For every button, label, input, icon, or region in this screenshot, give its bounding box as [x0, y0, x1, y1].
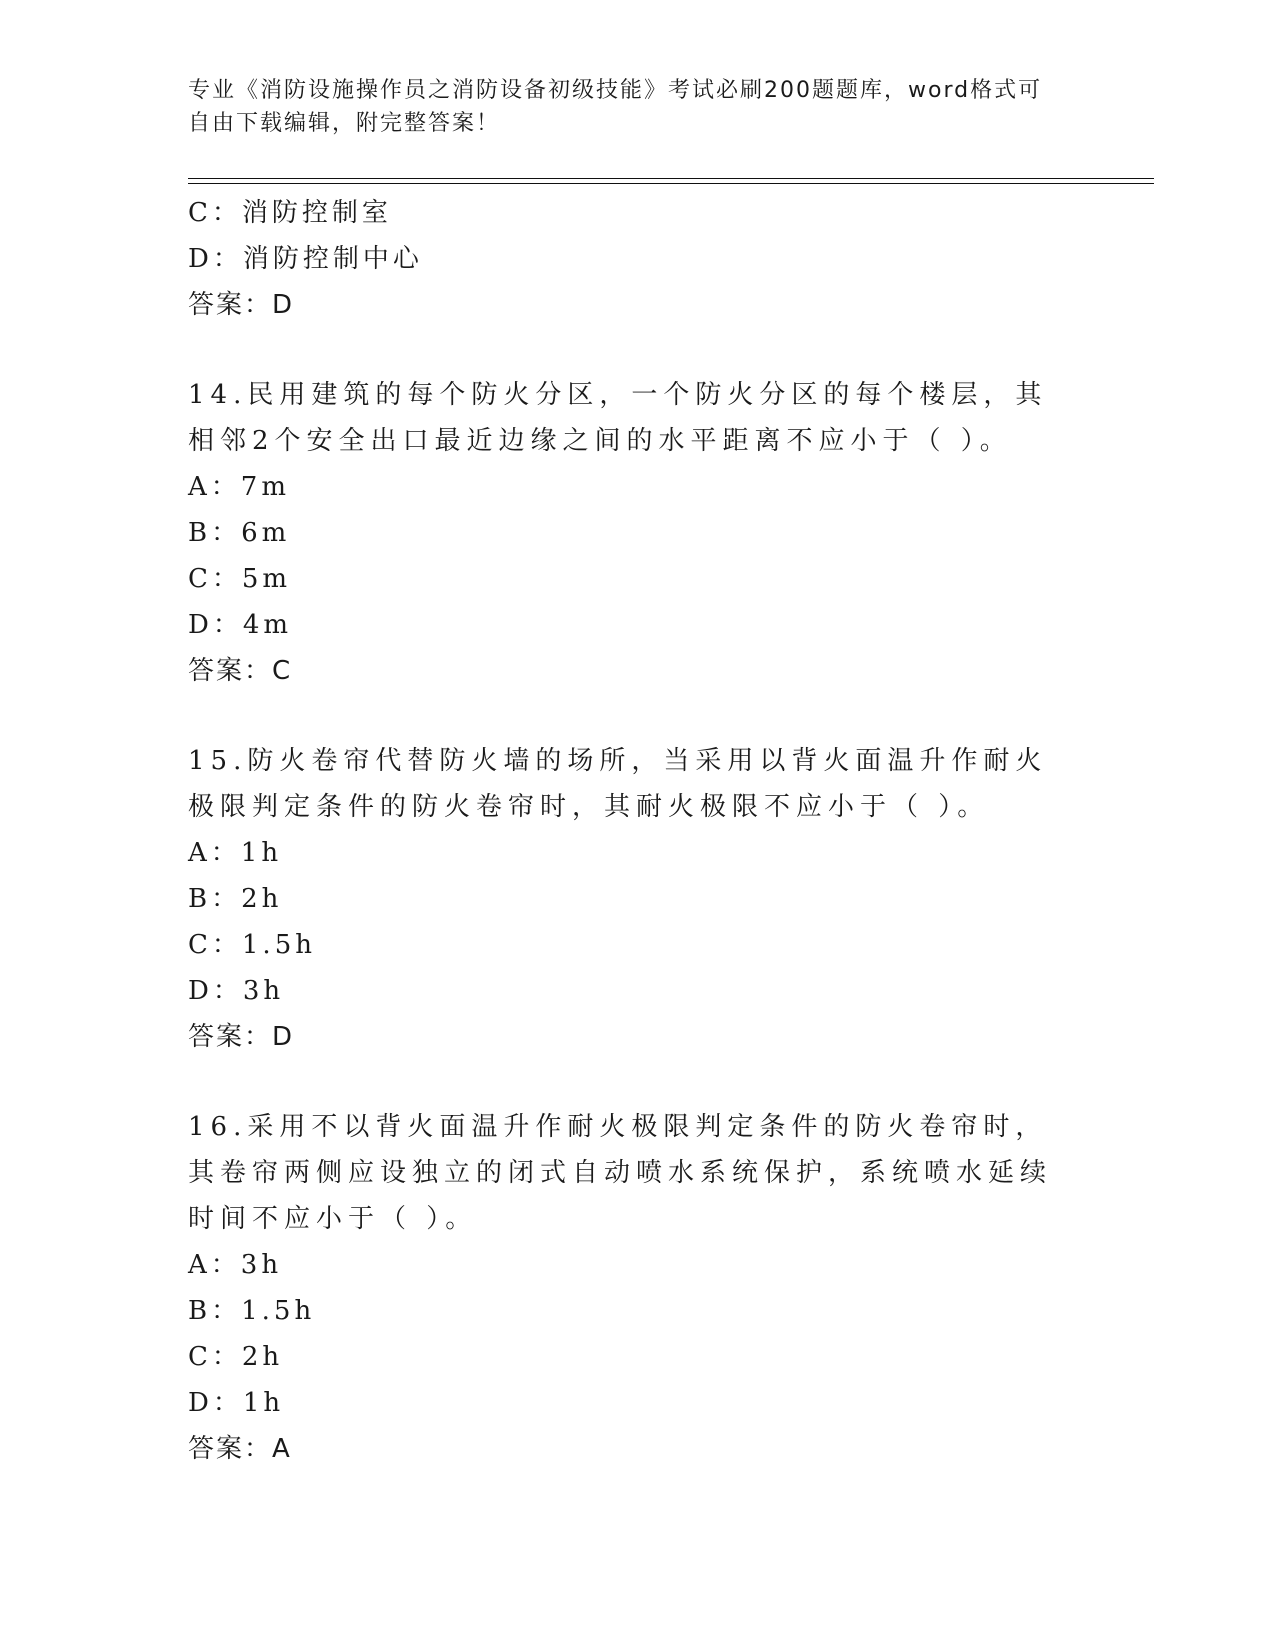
option-d: D：消防控制中心 [188, 244, 423, 274]
option-d: D：4m [188, 610, 293, 640]
answer-label: 答案：D [188, 290, 295, 320]
question-14 [188, 372, 1078, 694]
answer-label: 答案：C [188, 656, 293, 686]
option-b: B：1.5h [188, 1296, 316, 1326]
header-divider-top [188, 178, 1154, 179]
header-title-line-2: 自由下载编辑，附完整答案！ [188, 111, 501, 136]
question-stem: 14.民用建筑的每个防火分区，一个防火分区的每个楼层，其相邻2个安全出口最近边缘之间的水平距离不应小于（ ）。 [188, 380, 1048, 456]
question-stem: 16.采用不以背火面温升作耐火极限判定条件的防火卷帘时，其卷帘两侧应设独立的闭式自动喷水系统保护，系统喷水延续时间不应小于（ ）。 [188, 1112, 1053, 1234]
answer-label: 答案：D [188, 1022, 295, 1052]
answer-label: 答案：A [188, 1434, 292, 1464]
option-d: D：3h [188, 976, 285, 1006]
option-b: B：2h [188, 884, 283, 914]
option-d: D：1h [188, 1388, 285, 1418]
option-b: B：6m [188, 518, 291, 548]
option-c: C：消防控制室 [188, 198, 392, 228]
document-header [188, 74, 1078, 140]
option-a: A：7m [188, 472, 290, 502]
question-stem: 15.防火卷帘代替防火墙的场所，当采用以背火面温升作耐火极限判定条件的防火卷帘时，其耐火极限不应小于（ ）。 [188, 746, 1048, 822]
header-title-line-1: 专业《消防设施操作员之消防设备初级技能》考试必刷200题题库，word格式可 [188, 78, 1043, 103]
option-a: A：3h [188, 1250, 283, 1280]
header-divider-bottom [188, 183, 1154, 184]
question-13-tail [188, 190, 1078, 328]
question-list [188, 190, 1078, 1472]
question-16 [188, 1104, 1078, 1472]
option-c: C：5m [188, 564, 292, 594]
option-c: C：2h [188, 1342, 284, 1372]
option-c: C：1.5h [188, 930, 316, 960]
option-a: A：1h [188, 838, 283, 868]
question-15 [188, 738, 1078, 1060]
